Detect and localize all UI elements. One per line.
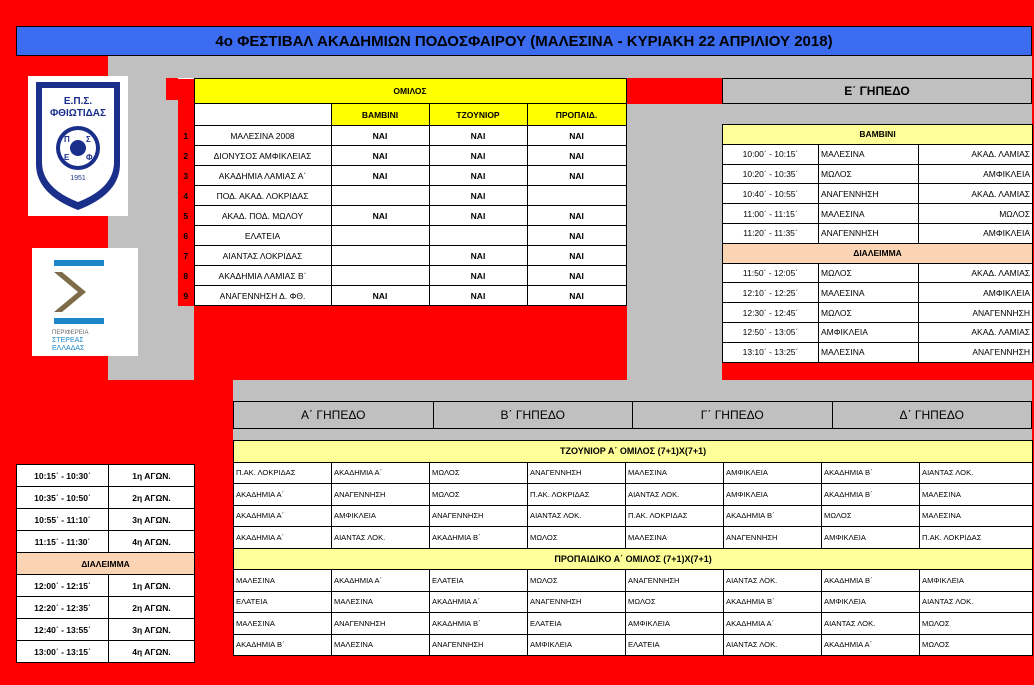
participation-cell: ΝΑΙ <box>429 186 527 206</box>
home-team: ΜΑΛΕΣΙΝΑ <box>234 570 332 592</box>
time-row <box>17 597 195 619</box>
team-name: ΕΛΑΤΕΙΑ <box>194 226 331 246</box>
home-team: ΑΚΑΔΗΜΙΑ Α΄ <box>822 634 920 656</box>
svg-text:Π: Π <box>64 135 70 144</box>
away-team: ΑΝΑΓΕΝΝΗΣΗ <box>724 527 822 549</box>
match-row <box>723 342 1033 362</box>
home-team: ΑΝΑΓΕΝΝΗΣΗ <box>626 570 724 592</box>
away-team: ΜΑΛΕΣΙΝΑ <box>920 505 1033 527</box>
away-team: ΜΑΛΕΣΙΝΑ <box>920 484 1033 506</box>
home-team: ΑΚΑΔΗΜΙΑ Β΄ <box>430 527 528 549</box>
away-team: ΑΚΑΔ. ΛΑΜΙΑΣ <box>919 144 1033 164</box>
away-team: ΑΙΑΝΤΑΣ ΛΟΚ. <box>332 527 430 549</box>
gray-band <box>233 429 1032 440</box>
gray-band <box>233 380 1032 401</box>
participation-cell: ΝΑΙ <box>429 246 527 266</box>
match-row <box>234 462 1033 484</box>
propaidiko-title: ΠΡΟΠΑΙΔΙΚΟ Α΄ ΟΜΙΛΟΣ (7+1)Χ(7+1) <box>234 548 1033 570</box>
participation-cell: ΝΑΙ <box>331 146 429 166</box>
away-team: ΑΝΑΓΕΝΝΗΣΗ <box>528 462 626 484</box>
row-number: 6 <box>178 226 194 246</box>
match-time: 10:00΄ - 10:15΄ <box>723 144 819 164</box>
game-number: 2η ΑΓΩΝ. <box>109 597 195 619</box>
match-row <box>234 484 1033 506</box>
group-col-junior: ΤΖΟΥΝΙΟΡ <box>429 104 527 126</box>
slot-time: 10:55΄ - 11:10΄ <box>17 509 109 531</box>
games-table <box>233 440 1033 656</box>
participation-cell: ΝΑΙ <box>331 206 429 226</box>
time-row <box>17 575 195 597</box>
time-row <box>17 487 195 509</box>
away-team: ΑΜΦΙΚΛΕΙΑ <box>528 634 626 656</box>
match-row <box>234 591 1033 613</box>
svg-text:Ε.Π.Σ.: Ε.Π.Σ. <box>63 96 93 107</box>
home-team: ΜΑΛΕΣΙΝΑ <box>626 462 724 484</box>
away-team: ΕΛΑΤΕΙΑ <box>528 613 626 635</box>
match-row <box>723 263 1033 283</box>
time-row <box>17 531 195 553</box>
away-team: ΜΩΛΟΣ <box>919 204 1033 224</box>
svg-text:ΦΘΙΩΤΙΔΑΣ: ΦΘΙΩΤΙΔΑΣ <box>49 108 107 119</box>
home-team: ΑΚΑΔΗΜΙΑ Α΄ <box>234 484 332 506</box>
participation-cell: ΝΑΙ <box>527 286 626 306</box>
away-team: ΑΝΑΓΕΝΝΗΣΗ <box>919 303 1033 323</box>
away-team: Π.ΑΚ. ΛΟΚΡΙΔΑΣ <box>528 484 626 506</box>
home-team: ΑΜΦΙΚΛΕΙΑ <box>822 591 920 613</box>
participation-cell: ΝΑΙ <box>429 166 527 186</box>
team-name: ΑΚΑΔΗΜΙΑ ΛΑΜΙΑΣ Α΄ <box>194 166 331 186</box>
away-team: ΜΑΛΕΣΙΝΑ <box>332 591 430 613</box>
match-time: 10:20΄ - 10:35΄ <box>723 164 819 184</box>
away-team: ΜΩΛΟΣ <box>920 613 1033 635</box>
match-row <box>723 164 1033 184</box>
away-team: ΑΜΦΙΚΛΕΙΑ <box>919 223 1033 243</box>
slot-time: 10:15΄ - 10:30΄ <box>17 465 109 487</box>
row-number: 7 <box>178 246 194 266</box>
home-team: ΑΙΑΝΤΑΣ ΛΟΚ. <box>822 613 920 635</box>
svg-text:ΣΤΕΡΕΑΣ: ΣΤΕΡΕΑΣ <box>52 337 84 344</box>
match-row <box>234 505 1033 527</box>
match-row <box>234 570 1033 592</box>
table-row <box>178 226 626 246</box>
away-team: ΑΜΦΙΚΛΕΙΑ <box>919 283 1033 303</box>
row-number: 2 <box>178 146 194 166</box>
home-team: ΜΑΛΕΣΙΝΑ <box>234 613 332 635</box>
pitch-headers <box>233 401 1032 429</box>
away-team: ΑΜΦΙΚΛΕΙΑ <box>332 505 430 527</box>
table-row <box>178 246 626 266</box>
away-team: ΑΙΑΝΤΑΣ ΛΟΚ. <box>724 570 822 592</box>
team-name: ΠΟΔ. ΑΚΑΔ. ΛΟΚΡΙΔΑΣ <box>194 186 331 206</box>
match-row <box>723 303 1033 323</box>
pitch-d-header: Δ΄ ΓΗΠΕΔΟ <box>899 408 964 422</box>
row-number: 8 <box>178 266 194 286</box>
away-team: ΑΚΑΔΗΜΙΑ Β΄ <box>724 591 822 613</box>
away-team: ΜΑΛΕΣΙΝΑ <box>332 634 430 656</box>
away-team: ΑΝΑΓΕΝΝΗΣΗ <box>528 591 626 613</box>
away-team: ΑΜΦΙΚΛΕΙΑ <box>920 570 1033 592</box>
home-team: ΜΩΛΟΣ <box>430 484 528 506</box>
match-row <box>234 613 1033 635</box>
away-team: ΑΚΑΔΗΜΙΑ Α΄ <box>332 570 430 592</box>
home-team: ΑΚΑΔΗΜΙΑ Β΄ <box>822 462 920 484</box>
home-team: ΑΜΦΙΚΛΕΙΑ <box>822 527 920 549</box>
match-row <box>723 223 1033 243</box>
participation-cell: ΝΑΙ <box>527 146 626 166</box>
game-number: 3η ΑΓΩΝ. <box>109 619 195 641</box>
team-name: ΔΙΟΝΥΣΟΣ ΑΜΦΙΚΛΕΙΑΣ <box>194 146 331 166</box>
away-team: ΑΚΑΔ. ΛΑΜΙΑΣ <box>919 184 1033 204</box>
slot-time: 12:20΄ - 12:35΄ <box>17 597 109 619</box>
match-row <box>723 184 1033 204</box>
away-team: ΜΩΛΟΣ <box>920 634 1033 656</box>
svg-text:ΠΕΡΙΦΕΡΕΙΑ: ΠΕΡΙΦΕΡΕΙΑ <box>52 330 89 336</box>
time-row <box>17 641 195 663</box>
group-col-propaid: ΠΡΟΠΑΙΔ. <box>527 104 626 126</box>
time-row <box>17 465 195 487</box>
pitch-e-section: ΒΑΜΒΙΝΙ <box>723 125 1033 145</box>
match-row <box>723 322 1033 342</box>
participation-cell: ΝΑΙ <box>527 266 626 286</box>
away-team: ΑΙΑΝΤΑΣ ΛΟΚ. <box>528 505 626 527</box>
team-name: ΑΙΑΝΤΑΣ ΛΟΚΡΙΔΑΣ <box>194 246 331 266</box>
page-title: 4ο ΦΕΣΤΙΒΑΛ ΑΚΑΔΗΜΙΩΝ ΠΟΔΟΣΦΑΙΡΟΥ (ΜΑΛΕΣΙΝΑ - ΚΥΡΙΑΚΗ 22 ΑΠΡΙΛΙΟΥ 2018) <box>16 26 1032 56</box>
away-team: ΜΩΛΟΣ <box>528 570 626 592</box>
home-team: ΑΙΑΝΤΑΣ ΛΟΚ. <box>626 484 724 506</box>
game-number: 1η ΑΓΩΝ. <box>109 575 195 597</box>
gray-band <box>627 104 722 380</box>
slot-time: 11:15΄ - 11:30΄ <box>17 531 109 553</box>
home-team: ΑΚΑΔΗΜΙΑ Β΄ <box>822 570 920 592</box>
home-team: ΑΝΑΓΕΝΝΗΣΗ <box>430 634 528 656</box>
region-logo <box>32 248 138 356</box>
svg-text:Φ: Φ <box>86 153 93 162</box>
match-row <box>723 283 1033 303</box>
home-team: ΜΩΛΟΣ <box>430 462 528 484</box>
team-name: ΑΚΑΔΗΜΙΑ ΛΑΜΙΑΣ Β΄ <box>194 266 331 286</box>
participation-cell: ΝΑΙ <box>527 206 626 226</box>
home-team: ΜΑΛΕΣΙΝΑ <box>819 204 919 224</box>
participation-cell: ΝΑΙ <box>429 126 527 146</box>
home-team: ΜΑΛΕΣΙΝΑ <box>819 342 919 362</box>
home-team: ΕΛΑΤΕΙΑ <box>234 591 332 613</box>
game-number: 2η ΑΓΩΝ. <box>109 487 195 509</box>
home-team: ΑΚΑΔΗΜΙΑ Β΄ <box>430 613 528 635</box>
home-team: ΜΩΛΟΣ <box>819 164 919 184</box>
table-row <box>178 166 626 186</box>
eps-logo <box>28 76 128 216</box>
away-team: ΑΙΑΝΤΑΣ ΛΟΚ. <box>920 462 1033 484</box>
participation-cell <box>331 186 429 206</box>
away-team: ΑΚΑΔ. ΛΑΜΙΑΣ <box>919 263 1033 283</box>
times-table <box>16 464 195 663</box>
match-row <box>234 634 1033 656</box>
participation-cell <box>331 226 429 246</box>
match-time: 13:10΄ - 13:25΄ <box>723 342 819 362</box>
table-row <box>178 266 626 286</box>
match-row <box>234 527 1033 549</box>
away-team: ΑΚΑΔΗΜΙΑ Β΄ <box>724 505 822 527</box>
away-team: ΑΝΑΓΕΝΝΗΣΗ <box>919 342 1033 362</box>
participation-cell <box>331 266 429 286</box>
slot-time: 12:40΄ - 13:55΄ <box>17 619 109 641</box>
away-team: ΑΚΑΔΗΜΙΑ Α΄ <box>724 613 822 635</box>
away-team: ΑΜΦΙΚΛΕΙΑ <box>919 164 1033 184</box>
row-number: 1 <box>178 126 194 146</box>
home-team: ΑΝΑΓΕΝΝΗΣΗ <box>819 223 919 243</box>
pitch-c-header: Γ΄ ΓΗΠΕΔΟ <box>633 402 833 428</box>
away-team: Π.ΑΚ. ΛΟΚΡΙΔΑΣ <box>920 527 1033 549</box>
away-team: ΑΚΑΔ. ΛΑΜΙΑΣ <box>919 322 1033 342</box>
participation-cell: ΝΑΙ <box>331 126 429 146</box>
time-row <box>17 619 195 641</box>
match-time: 10:40΄ - 10:55΄ <box>723 184 819 204</box>
participation-cell: ΝΑΙ <box>527 226 626 246</box>
game-number: 4η ΑΓΩΝ. <box>109 641 195 663</box>
team-name: ΑΚΑΔ. ΠΟΔ. ΜΩΛΟΥ <box>194 206 331 226</box>
slot-time: 10:35΄ - 10:50΄ <box>17 487 109 509</box>
home-team: ΑΚΑΔΗΜΙΑ Α΄ <box>234 527 332 549</box>
home-team: ΜΩΛΟΣ <box>819 263 919 283</box>
home-team: ΑΜΦΙΚΛΕΙΑ <box>626 613 724 635</box>
home-team: ΜΑΛΕΣΙΝΑ <box>819 283 919 303</box>
groups-title: ΟΜΙΛΟΣ <box>194 79 626 104</box>
junior-title: ΤΖΟΥΝΙΟΡ Α΄ ΟΜΙΛΟΣ (7+1)Χ(7+1) <box>234 441 1033 463</box>
home-team: ΕΛΑΤΕΙΑ <box>430 570 528 592</box>
pitch-b-header: Β΄ ΓΗΠΕΔΟ <box>434 402 634 428</box>
row-number: 9 <box>178 286 194 306</box>
participation-cell: ΝΑΙ <box>527 246 626 266</box>
match-time: 12:30΄ - 12:45΄ <box>723 303 819 323</box>
participation-cell: ΝΑΙ <box>429 266 527 286</box>
match-row <box>723 204 1033 224</box>
pitch-a-header: Α΄ ΓΗΠΕΔΟ <box>234 402 434 428</box>
table-row <box>178 206 626 226</box>
away-team: ΑΙΑΝΤΑΣ ΛΟΚ. <box>920 591 1033 613</box>
table-row <box>178 186 626 206</box>
participation-cell: ΝΑΙ <box>429 286 527 306</box>
table-row <box>178 146 626 166</box>
pitch-e-title: Ε΄ ΓΗΠΕΔΟ <box>722 78 1032 104</box>
home-team: ΜΩΛΟΣ <box>819 303 919 323</box>
match-time: 12:10΄ - 12:25΄ <box>723 283 819 303</box>
game-number: 4η ΑΓΩΝ. <box>109 531 195 553</box>
participation-cell <box>331 246 429 266</box>
time-row <box>17 509 195 531</box>
groups-table <box>178 78 627 306</box>
away-team: ΑΝΑΓΕΝΝΗΣΗ <box>332 484 430 506</box>
svg-text:Ε: Ε <box>64 153 70 162</box>
gray-band <box>108 56 1032 78</box>
svg-text:Σ: Σ <box>86 135 91 144</box>
participation-cell <box>527 186 626 206</box>
participation-cell: ΝΑΙ <box>527 166 626 186</box>
pitch-e-break: ΔΙΑΛΕΙΜΜΑ <box>723 243 1033 263</box>
home-team: ΜΑΛΕΣΙΝΑ <box>626 527 724 549</box>
home-team: ΕΛΑΤΕΙΑ <box>626 634 724 656</box>
game-number: 1η ΑΓΩΝ. <box>109 465 195 487</box>
home-team: ΑΜΦΙΚΛΕΙΑ <box>819 322 919 342</box>
participation-cell: ΝΑΙ <box>429 206 527 226</box>
row-number: 3 <box>178 166 194 186</box>
participation-cell <box>429 226 527 246</box>
away-team: ΑΚΑΔΗΜΙΑ Α΄ <box>332 462 430 484</box>
home-team: Π.ΑΚ. ΛΟΚΡΙΔΑΣ <box>234 462 332 484</box>
game-number: 3η ΑΓΩΝ. <box>109 509 195 531</box>
away-team: ΑΜΦΙΚΛΕΙΑ <box>724 462 822 484</box>
match-time: 11:20΄ - 11:35΄ <box>723 223 819 243</box>
pitch-e-schedule <box>722 124 1033 363</box>
away-team: ΜΩΛΟΣ <box>528 527 626 549</box>
home-team: ΑΝΑΓΕΝΝΗΣΗ <box>819 184 919 204</box>
match-row <box>723 144 1033 164</box>
gray-band <box>722 104 1032 124</box>
participation-cell: ΝΑΙ <box>331 166 429 186</box>
home-team: ΜΩΛΟΣ <box>822 505 920 527</box>
home-team: ΑΚΑΔΗΜΙΑ Β΄ <box>234 634 332 656</box>
participation-cell: ΝΑΙ <box>429 146 527 166</box>
table-row <box>178 126 626 146</box>
table-row <box>178 286 626 306</box>
match-time: 11:00΄ - 11:15΄ <box>723 204 819 224</box>
slot-time: 12:00΄ - 12:15΄ <box>17 575 109 597</box>
times-break: ΔΙΑΛΕΙΜΜΑ <box>17 553 195 575</box>
team-name: ΑΝΑΓΕΝΝΗΣΗ Δ. ΦΘ. <box>194 286 331 306</box>
match-time: 12:50΄ - 13:05΄ <box>723 322 819 342</box>
row-number: 4 <box>178 186 194 206</box>
home-team: Π.ΑΚ. ΛΟΚΡΙΔΑΣ <box>626 505 724 527</box>
home-team: ΜΑΛΕΣΙΝΑ <box>819 144 919 164</box>
away-team: ΑΜΦΙΚΛΕΙΑ <box>724 484 822 506</box>
group-col-vamvini: ΒΑΜΒΙΝΙ <box>331 104 429 126</box>
away-team: ΑΙΑΝΤΑΣ ΛΟΚ. <box>724 634 822 656</box>
home-team: ΑΚΑΔΗΜΙΑ Α΄ <box>430 591 528 613</box>
home-team: ΑΝΑΓΕΝΝΗΣΗ <box>430 505 528 527</box>
home-team: ΑΚΑΔΗΜΙΑ Β΄ <box>822 484 920 506</box>
participation-cell: ΝΑΙ <box>331 286 429 306</box>
svg-text:1951: 1951 <box>70 175 86 182</box>
slot-time: 13:00΄ - 13:15΄ <box>17 641 109 663</box>
home-team: ΜΩΛΟΣ <box>626 591 724 613</box>
team-name: ΜΑΛΕΣΙΝΑ 2008 <box>194 126 331 146</box>
home-team: ΑΚΑΔΗΜΙΑ Α΄ <box>234 505 332 527</box>
svg-text:ΕΛΛΑΔΑΣ: ΕΛΛΑΔΑΣ <box>52 345 85 352</box>
match-time: 11:50΄ - 12:05΄ <box>723 263 819 283</box>
row-number: 5 <box>178 206 194 226</box>
away-team: ΑΝΑΓΕΝΝΗΣΗ <box>332 613 430 635</box>
participation-cell: ΝΑΙ <box>527 126 626 146</box>
